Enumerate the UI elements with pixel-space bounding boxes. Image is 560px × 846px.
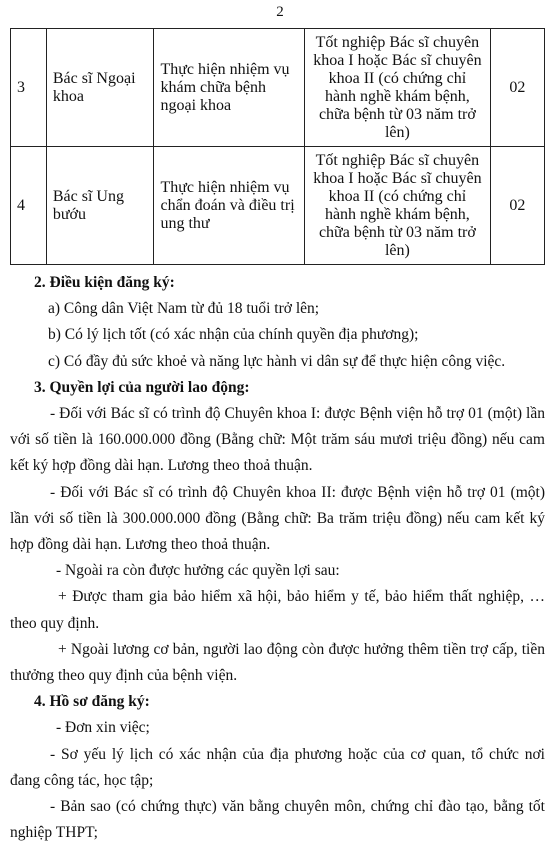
section-heading-documents: 4. Hồ sơ đăng ký: xyxy=(34,693,150,711)
page-number: 2 xyxy=(276,4,284,20)
cell-stt: 3 xyxy=(11,29,47,147)
document-body xyxy=(10,270,545,846)
cell-requirement: Tốt nghiệp Bác sĩ chuyên khoa I hoặc Bác sĩ chuyên khoa II (có chứng chỉ hành nghề khám bệnh, chữa bệnh từ 03 năm trở lên) xyxy=(305,29,491,147)
condition-item: c) Có đầy đủ sức khoẻ và năng lực hành vi dân sự để thực hiện công việc. xyxy=(48,352,506,370)
cell-task: Thực hiện nhiệm vụ chẩn đoán và điều trị ung thư xyxy=(154,147,305,265)
document-item: - Sơ yếu lý lịch có xác nhận của địa phương hoặc của cơ quan, tổ chức nơi đang công tác, học tập; xyxy=(10,745,545,789)
document-item: - Bản sao (có chứng thực) văn bằng chuyên môn, chứng chỉ đào tạo, bằng tốt nghiệp THPT; xyxy=(10,798,545,842)
benefit-paragraph: - Đối với Bác sĩ có trình độ Chuyên khoa I: được Bệnh viện hỗ trợ 01 (một) lần với số tiền là 160.000.000 đồng (Bằng chữ: Một trăm sáu mươi triệu đồng) nếu cam kết ký hợp đồng dài hạn. Lương theo thoả thuận. xyxy=(10,405,545,475)
benefit-item: + Được tham gia bảo hiểm xã hội, bảo hiểm y tế, bảo hiểm thất nghiệp, … theo quy định. xyxy=(10,588,545,632)
cell-position: Bác sĩ Ung bướu xyxy=(46,147,154,265)
table-row xyxy=(11,29,545,147)
benefit-item: + Ngoài lương cơ bản, người lao động còn được hưởng thêm tiền trợ cấp, tiền thưởng theo quy định của bệnh viện. xyxy=(10,640,545,685)
cell-task: Thực hiện nhiệm vụ khám chữa bệnh ngoại khoa xyxy=(154,29,305,147)
cell-quantity: 02 xyxy=(490,147,544,265)
condition-item: a) Công dân Việt Nam từ đủ 18 tuổi trở lên; xyxy=(48,300,320,318)
section-heading-conditions: 2. Điều kiện đăng ký: xyxy=(34,274,175,291)
benefit-paragraph: - Đối với Bác sĩ có trình độ Chuyên khoa II: được Bệnh viện hỗ trợ 01 (một) lần với số tiền là 300.000.000 đồng (Bằng chữ: Ba trăm triệu đồng) nếu cam kết ký hợp đồng dài hạn. Lương theo thoả thuận. xyxy=(10,483,545,554)
condition-item: b) Có lý lịch tốt (có xác nhận của chính quyền địa phương); xyxy=(48,326,419,344)
cell-stt: 4 xyxy=(11,147,47,265)
cell-requirement: Tốt nghiệp Bác sĩ chuyên khoa I hoặc Bác sĩ chuyên khoa II (có chứng chỉ hành nghề khám bệnh, chữa bệnh từ 03 năm trở lên) xyxy=(305,147,491,265)
benefit-paragraph: - Ngoài ra còn được hưởng các quyền lợi sau: xyxy=(56,562,340,580)
table-row xyxy=(11,147,545,265)
section-heading-benefits: 3. Quyền lợi của người lao động: xyxy=(34,378,250,396)
document-item: - Đơn xin việc; xyxy=(56,719,150,737)
cell-position: Bác sĩ Ngoại khoa xyxy=(46,29,154,147)
cell-quantity: 02 xyxy=(490,29,544,147)
recruitment-table xyxy=(10,28,545,265)
